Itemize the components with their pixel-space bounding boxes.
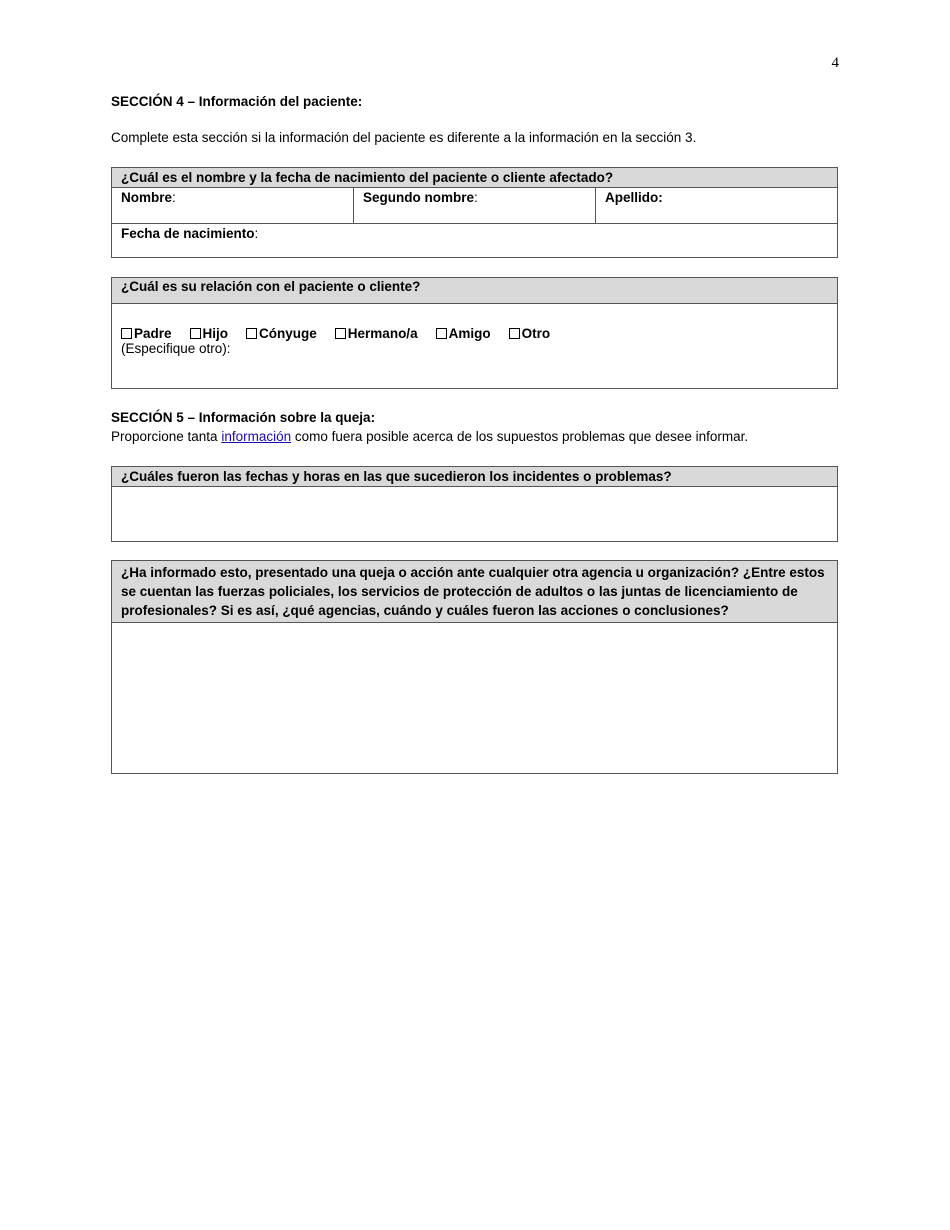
checkbox-amigo[interactable]	[436, 326, 491, 341]
checkbox-otro[interactable]	[509, 326, 551, 341]
patient-name-table	[111, 167, 838, 258]
page-number: 4	[831, 55, 839, 71]
checkbox-box[interactable]	[436, 328, 447, 339]
checkbox-label: Hermano/a	[347, 326, 418, 341]
checkbox-padre[interactable]	[121, 326, 172, 341]
dob-field[interactable]: Fecha de nacimiento:	[112, 224, 838, 258]
other-agency-field[interactable]	[112, 623, 838, 774]
information-link[interactable]: información	[221, 429, 292, 444]
checkbox-label: Padre	[134, 326, 172, 341]
last-name-field[interactable]	[596, 188, 838, 224]
checkbox-label: Amigo	[448, 326, 491, 341]
relation-options-cell	[112, 304, 838, 389]
checkbox-box[interactable]	[190, 328, 201, 339]
checkbox-box[interactable]	[121, 328, 132, 339]
other-agency-table	[111, 560, 838, 774]
checkbox-hijo[interactable]	[190, 326, 229, 341]
incident-dates-table	[111, 466, 838, 542]
middle-name-label: Segundo nombre	[363, 190, 474, 205]
first-name-label: Nombre	[121, 190, 173, 205]
checkbox-label: Hijo	[202, 326, 229, 341]
middle-name-field[interactable]: Segundo nombre:	[354, 188, 596, 224]
incident-dates-field[interactable]	[112, 487, 838, 542]
section4-title: SECCIÓN 4 – Información del paciente:	[111, 94, 363, 109]
last-name-label: Apellido:	[605, 190, 663, 205]
relation-table	[111, 277, 838, 389]
checkbox-label: Otro	[521, 326, 551, 341]
first-name-field[interactable]: Nombre:	[112, 188, 354, 224]
incident-dates-header: ¿Cuáles fueron las fechas y horas en las que sucedieron los incidentes o problemas?	[112, 467, 838, 487]
section5-intro: Proporcione tanta información como fuera posible acerca de los supuestos problemas que desee informar.	[111, 429, 749, 444]
specify-other-field[interactable]: (Especifique otro):	[121, 341, 231, 356]
dob-label: Fecha de nacimiento	[121, 226, 255, 241]
checkbox-hermano[interactable]	[335, 326, 418, 341]
relation-checkbox-row	[121, 326, 828, 341]
checkbox-conyuge[interactable]	[246, 326, 317, 341]
checkbox-box[interactable]	[509, 328, 520, 339]
section5-title: SECCIÓN 5 – Información sobre la queja:	[111, 410, 376, 425]
checkbox-label: Cónyuge	[259, 326, 317, 341]
relation-table-header: ¿Cuál es su relación con el paciente o cliente?	[112, 278, 838, 304]
checkbox-box[interactable]	[335, 328, 346, 339]
other-agency-header: ¿Ha informado esto, presentado una queja o acción ante cualquier otra agencia u organización? ¿Entre estos se cuentan las fuerzas policiales, los servicios de protección de adultos o las juntas de licenciamiento de profesionales? Si es así, ¿qué agencias, cuándo y cuáles fueron las acciones o conclusiones?	[112, 561, 838, 623]
section4-instruction: Complete esta sección si la información del paciente es diferente a la información en la sección 3.	[111, 130, 697, 145]
checkbox-box[interactable]	[246, 328, 257, 339]
patient-name-table-header: ¿Cuál es el nombre y la fecha de nacimiento del paciente o cliente afectado?	[112, 168, 838, 188]
